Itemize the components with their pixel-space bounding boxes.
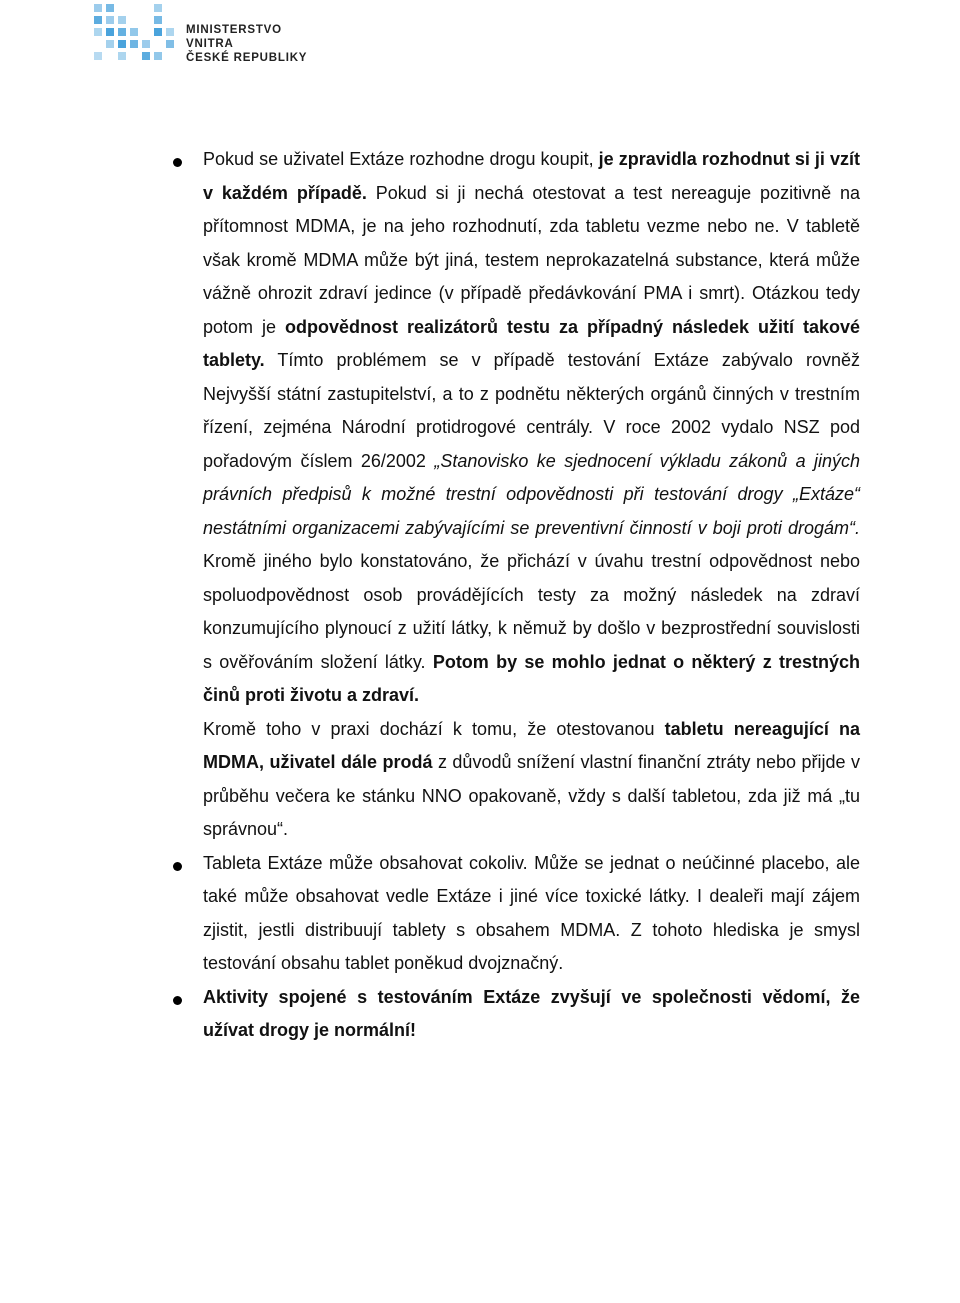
paragraph-1b — [203, 713, 860, 847]
bullet-item-2 — [203, 847, 860, 981]
p1-bold-a: je zpravidla rozhodnut si ji vzít v každém případě. — [203, 149, 860, 203]
ministry-logo-text — [186, 23, 326, 65]
p3-bold: Aktivity spojené s testováním Extáze zvyšují ve společnosti vědomí, že užívat drogy je normální! — [203, 986, 860, 1040]
logo-line-2: ČESKÉ REPUBLIKY — [186, 52, 308, 64]
p1b-bold: tabletu nereagující na MDMA, uživatel dále prodá — [203, 718, 860, 772]
p1-text-a: Pokud se uživatel Extáze rozhodne drogu koupit, — [203, 149, 599, 169]
bullet-dot — [173, 158, 182, 167]
bullet-dot — [173, 862, 182, 871]
p1-text-b: Pokud si ji nechá otestovat a test nereaguje pozitivně na přítomnost MDMA, je na jeho rozhodnutí, zda tabletu vezme nebo ne. V tabletě však kromě MDMA může být jiná, testem neprokazatelná substance, která může vážně ohrozit zdraví jedince (v případě předávkování PMA i smrt). Otázkou tedy potom je — [203, 182, 860, 337]
paragraph-3 — [203, 981, 860, 1048]
p1-text-c: Tímto problémem se v případě testování Extáze zabývalo rovněž Nejvyšší státní zastupitelství, a to z podnětu některých orgánů činných v trestním řízení, zejména Národní protidrogové centrály. V roce 2002 vydalo NSZ pod pořadovým číslem 26/2002 — [203, 350, 860, 471]
document-body — [203, 143, 860, 1048]
p1b-text-b: z důvodů snížení vlastní finanční ztráty nebo přijde v průběhu večera ke stánku NNO opakovaně, vždy s další tabletou, zda již má „tu správnou“. — [203, 752, 860, 839]
bullet-item-1 — [203, 143, 860, 847]
bullet-dot — [173, 996, 182, 1005]
logo-line-1: MINISTERSTVO VNITRA — [186, 24, 282, 50]
p1-italic-title: „Stanovisko ke sjednocení výkladu zákonů a jiných právních předpisů k možné trestní odpovědnosti při testování drogy „Extáze“ nestátními organizacemi zabývajícími se preventivní činností v boji proti drogám“. — [203, 450, 860, 538]
p1-bold-c: Potom by se mohlo jednat o některý z trestných činů proti životu a zdraví. — [203, 651, 860, 705]
ministry-logo-icon — [86, 0, 182, 66]
paragraph-1 — [203, 143, 860, 713]
ministry-logo — [86, 0, 326, 66]
p1-text-d: Kromě jiného bylo konstatováno, že přichází v úvahu trestní odpovědnost nebo spoluodpovědnost osob provádějících testy za možný následek na zdraví konzumujícího plynoucí z užití látky, k němuž by došlo v bezprostřední souvislosti s ověřováním složení látky. — [203, 551, 860, 672]
bullet-item-3 — [203, 981, 860, 1048]
p1b-text-a: Kromě toho v praxi dochází k tomu, že otestovanou — [203, 718, 665, 739]
p1-bold-b: odpovědnost realizátorů testu za případný následek užití takové tablety. — [203, 316, 861, 370]
paragraph-2: Tableta Extáze může obsahovat cokoliv. Může se jednat o neúčinné placebo, ale také může obsahovat vedle Extáze i jiné více toxické látky. I dealeři mají zájem zjistit, jestli distribuují tablety s obsahem MDMA. Z tohoto hlediska je smysl testování obsahu tablet poněkud dvojznačný. — [203, 852, 860, 973]
